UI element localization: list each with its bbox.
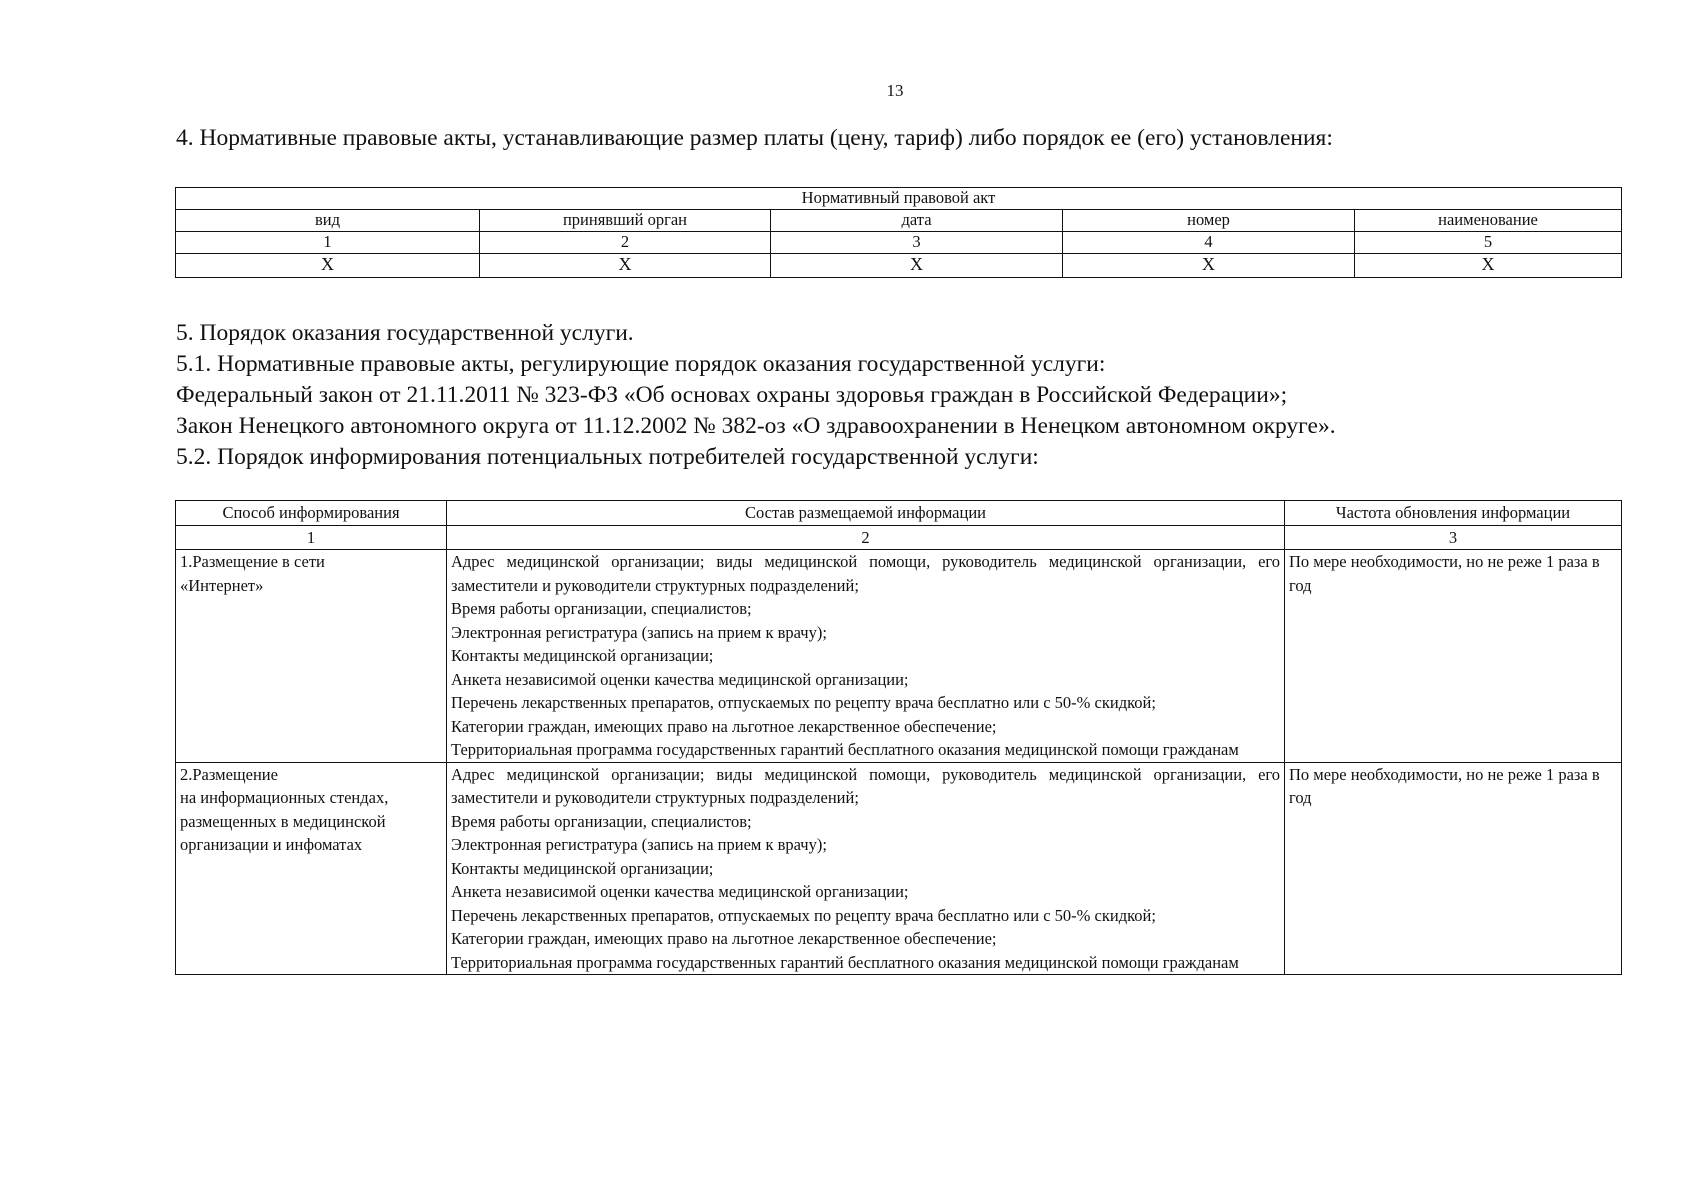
- column-number: 3: [771, 232, 1063, 254]
- content-line: Адрес медицинской организации; виды медицинской помощи, руководитель медицинской организации, его заместители и руководители структурных подразделений;: [451, 764, 1280, 807]
- content-line: Категории граждан, имеющих право на льготное лекарственное обеспечение;: [451, 716, 997, 736]
- page-number: 13: [886, 81, 904, 100]
- content-line: Категории граждан, имеющих право на льготное лекарственное обеспечение;: [451, 929, 997, 948]
- column-number: 2: [480, 232, 771, 254]
- column-header-title: наименование: [1355, 210, 1622, 232]
- legal-acts-table: [175, 187, 1622, 278]
- content-line: Контакты медицинской организации;: [451, 858, 714, 878]
- column-header-frequency: Частота обновления информации: [1285, 501, 1622, 526]
- content-line: Электронная регистратура (запись на прием к врачу);: [451, 835, 827, 854]
- column-number: 4: [1063, 232, 1355, 254]
- column-header-content: Состав размещаемой информации: [447, 501, 1285, 526]
- table-row: [176, 762, 1622, 975]
- column-header-method: Способ информирования: [176, 501, 447, 526]
- method-line: на информационных стендах,: [180, 788, 389, 807]
- table-cell: X: [771, 254, 1063, 278]
- method-line: организации и инфоматах: [180, 835, 363, 854]
- column-number: 3: [1285, 525, 1622, 550]
- content-line: Территориальная программа государственных гарантий бесплатного оказания медицинской помощи гражданам: [451, 952, 1239, 972]
- table-cell: X: [1355, 254, 1622, 278]
- update-frequency: По мере необходимости, но не реже 1 раза в год: [1285, 550, 1622, 763]
- update-frequency: По мере необходимости, но не реже 1 раза в год: [1285, 762, 1622, 975]
- section-5-title: 5. Порядок оказания государственной услуги.: [176, 320, 634, 346]
- section-5: [176, 318, 1336, 473]
- column-number: 2: [447, 525, 1285, 550]
- method-line: размещенных в медицинской: [180, 811, 386, 831]
- content-line: Территориальная программа государственных гарантий бесплатного оказания медицинской помощи гражданам: [451, 740, 1239, 759]
- content-line: Перечень лекарственных препаратов, отпускаемых по рецепту врача бесплатно или с 50-% скидкой;: [451, 905, 1156, 925]
- content-line: Адрес медицинской организации; виды медицинской помощи, руководитель медицинской организации, его заместители и руководители структурных подразделений;: [451, 552, 1280, 595]
- method-line: «Интернет»: [180, 575, 264, 595]
- information-content: [447, 762, 1285, 975]
- table-row: [176, 550, 1622, 763]
- column-header-date: дата: [771, 210, 1063, 232]
- table-cell: X: [1063, 254, 1355, 278]
- column-number: 1: [176, 232, 480, 254]
- content-line: Электронная регистратура (запись на прием к врачу);: [451, 622, 827, 642]
- content-line: Контакты медицинской организации;: [451, 646, 714, 665]
- content-line: Анкета независимой оценки качества медицинской организации;: [451, 882, 909, 901]
- column-number: 1: [176, 525, 447, 550]
- table-cell: X: [176, 254, 480, 278]
- method-line: 1.Размещение в сети: [180, 552, 325, 571]
- content-line: Время работы организации, специалистов;: [451, 811, 752, 831]
- table-cell: X: [480, 254, 771, 278]
- column-header-number: номер: [1063, 210, 1355, 232]
- section-5-1-title: 5.1. Нормативные правовые акты, регулирующие порядок оказания государственной услуги:: [176, 351, 1106, 377]
- informing-method: [176, 550, 447, 763]
- content-line: Анкета независимой оценки качества медицинской организации;: [451, 669, 909, 689]
- column-number: 5: [1355, 232, 1622, 254]
- section-5-2-title: 5.2. Порядок информирования потенциальных потребителей государственной услуги:: [176, 444, 1039, 470]
- column-header-authority: принявший орган: [480, 210, 771, 232]
- information-content: [447, 550, 1285, 763]
- regional-law-reference: Закон Ненецкого автономного округа от 11.12.2002 № 382-оз «О здравоохранении в Ненецком автономном округе».: [176, 413, 1336, 439]
- column-header-type: вид: [176, 210, 480, 232]
- informing-table: [175, 500, 1622, 975]
- method-line: 2.Размещение: [180, 764, 278, 784]
- content-line: Время работы организации, специалистов;: [451, 599, 752, 618]
- legal-act-group-header: Нормативный правовой акт: [176, 188, 1622, 210]
- informing-method: [176, 762, 447, 975]
- section-4-heading: 4. Нормативные правовые акты, устанавливающие размер платы (цену, тариф) либо порядок ее (его) установления:: [176, 125, 1333, 151]
- federal-law-reference: Федеральный закон от 21.11.2011 № 323-ФЗ «Об основах охраны здоровья граждан в Российской Федерации»;: [176, 382, 1288, 408]
- content-line: Перечень лекарственных препаратов, отпускаемых по рецепту врача бесплатно или с 50-% скидкой;: [451, 693, 1156, 712]
